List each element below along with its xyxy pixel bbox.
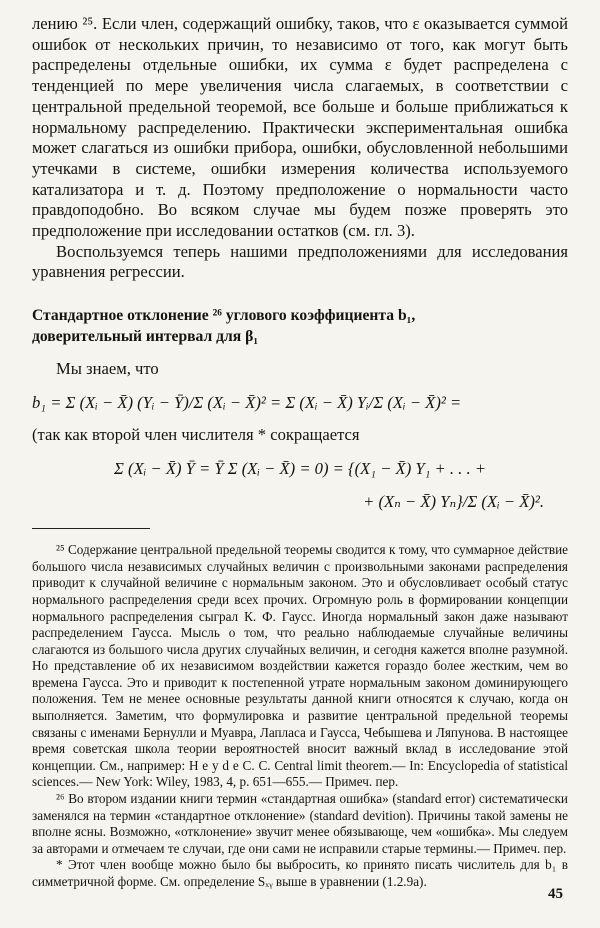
page-number: 45 xyxy=(548,886,563,902)
page xyxy=(32,14,568,891)
derivation-lead: Мы знаем, что xyxy=(56,359,159,379)
formula-line: b₁ = Σ (Xᵢ − X̄) (Yᵢ − Ȳ)/Σ (Xᵢ − X̄)² = Σ (Xᵢ − X̄) Yᵢ/Σ (Xᵢ − X̄)² = xyxy=(32,393,462,413)
body-text xyxy=(32,14,568,283)
footnote-25: ²⁵ Содержание центральной предельной теоремы сводится к тому, что суммарное действие большого числа независимых случайных величин с произвольными законами распределения приводит к случайной величине с нормальным законом. Это и обусловливает особый статус нормального распределения среди всех прочих. Огромную роль в формировании концепции нормального распределения сыграл К. Ф. Гаусс. Иногда нормальный закон даже называют распределением Гаусса. Мысль о том, что реально наблюдаемые случайные величины слагаются из большого числа других случайных величин, и сегодня кажется вполне разумной. Но представление об их независимом воздействии кажется гораздо более жестким, чем во времена Гаусса. Это и приводит к постепенной утрате нормальным законом доминирующего положения. Тем не менее основные результаты данной книги относятся к случаю, когда он выполняется. Заметим, что формулировка и развитие центральной предельной теоремы связаны с именами Бернулли и Муавра, Лапласа и Гаусса, Чебышева и Ляпунова. В настоящее время советская школа теории вероятностей вносит важный вклад в исследование этой концепции. См., например: H e y d e C. C. Central limit theorem.— In: Encyclopedia of statistical sciences.— New York: Wiley, 1983, 4, p. 651—655.— Примеч. пер. xyxy=(32,542,568,790)
formula-line: + (Xₙ − X̄) Yₙ}/Σ (Xᵢ − X̄)². xyxy=(363,492,544,512)
footnote-star: * Этот член вообще можно было бы выбросить, ко принято писать числитель для b₁ в симметричной форме. См. определение Sₓᵧ выше в уравнении (1.2.9a). xyxy=(32,857,568,890)
formula-note: (так как второй член числителя * сокращается xyxy=(32,425,360,445)
footnote-divider xyxy=(32,528,150,529)
footnote-26: ²⁶ Во втором издании книги термин «стандартная ошибка» (standard error) систематически заменялся на термин «стандартное отклонение» (standard devition). Причины такой замены не вполне ясны. Возможно, «отклонение» звучит менее обязывающе, чем «ошибка». Мы следуем за авторами и отмечаем те случаи, где они сами не исправили старые термины.— Примеч. пер. xyxy=(32,791,568,856)
section-heading-line: Стандартное отклонение ²⁶ углового коэффициента b₁, xyxy=(32,307,416,325)
section-heading-line: доверительный интервал для β₁ xyxy=(32,327,259,345)
formula-line: Σ (Xᵢ − X̄) Ȳ = Ȳ Σ (Xᵢ − X̄) = 0) = {(X₁ − X̄) Y₁ + . . . + xyxy=(114,459,486,479)
section-heading xyxy=(32,306,568,347)
footnotes xyxy=(32,542,568,890)
paragraph: Воспользуемся теперь нашими предположениями для исследования уравнения регрессии. xyxy=(32,241,568,282)
paragraph: лению ²⁵. Если член, содержащий ошибку, таков, что ε оказывается суммой ошибок от нескольких причин, то независимо от того, как могут быть распределены отдельные ошибки, их сумма ε будет распределена с тенденцией по мере увеличения числа слагаемых, в соответствии с центральной предельной теоремой, все больше и больше приближаться к нормальному распределению. Практически экспериментальная ошибка может слагаться из ошибки прибора, ошибки, обусловленной небольшими утечками в системе, ошибки измерения количества используемого катализатора и т. д. Поэтому предположение о нормальности часто правдоподобно. Во всяком случае мы будем позже проверять это предположение при исследовании остатков (см. гл. 3). xyxy=(32,14,568,241)
